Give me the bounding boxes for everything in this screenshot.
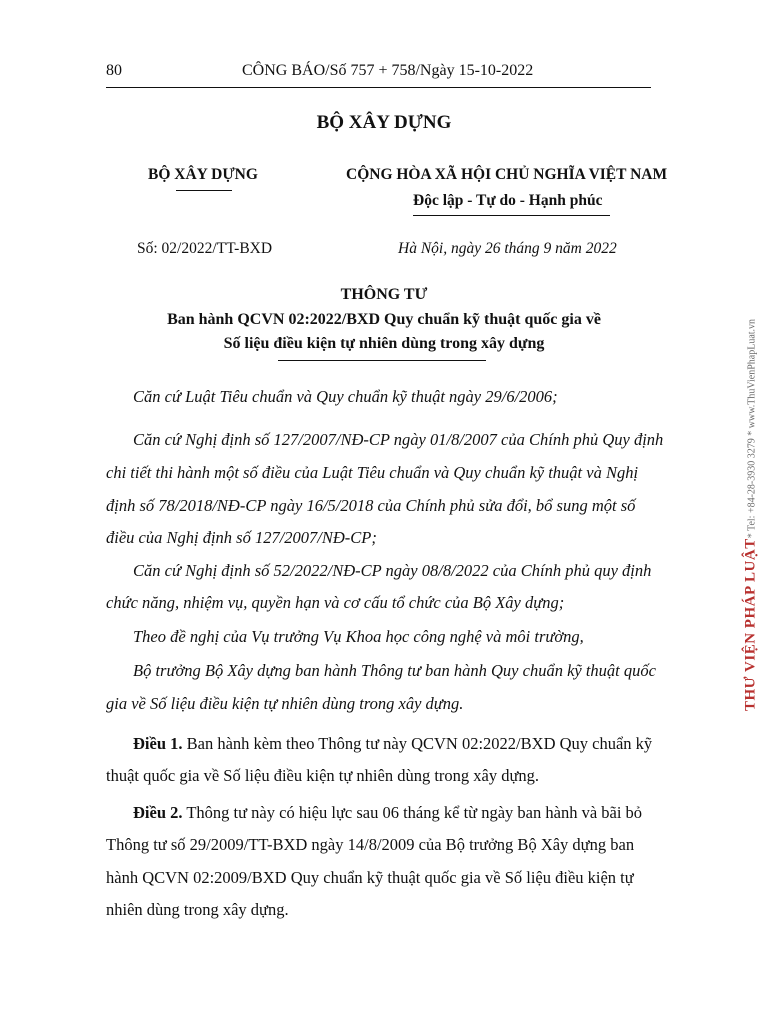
document-type: THÔNG TƯ xyxy=(340,286,428,303)
preamble-line: định số 78/2018/NĐ-CP ngày 16/5/2018 của Chính phủ sửa đổi, bổ sung một số xyxy=(106,496,636,515)
preamble-line: Căn cứ Nghị định số 52/2022/NĐ-CP ngày 08/8/2022 của Chính phủ quy định xyxy=(133,561,652,580)
motto-underline xyxy=(413,215,610,216)
issuer-underline xyxy=(176,190,232,191)
watermark-text xyxy=(743,319,760,711)
national-motto: Độc lập - Tự do - Hạnh phúc xyxy=(413,192,603,209)
article-line: Thông tư số 29/2009/TT-BXD ngày 14/8/2009 của Bộ trưởng Bộ Xây dựng ban xyxy=(106,835,635,854)
national-title: CỘNG HÒA XÃ HỘI CHỦ NGHĨA VIỆT NAM xyxy=(346,166,668,183)
preamble-line: Bộ trưởng Bộ Xây dựng ban hành Thông tư ban hành Quy chuẩn kỹ thuật quốc xyxy=(133,661,656,680)
article-label: Điều 2. xyxy=(133,803,183,822)
page-header xyxy=(106,62,651,84)
subject-line: Ban hành QCVN 02:2022/BXD Quy chuẩn kỹ thuật quốc gia về xyxy=(167,311,601,328)
preamble-line: chức năng, nhiệm vụ, quyền hạn và cơ cấu tổ chức của Bộ Xây dựng; xyxy=(106,593,565,612)
article-line: nhiên dùng trong xây dựng. xyxy=(106,900,289,919)
preamble-line: chi tiết thi hành một số điều của Luật Tiêu chuẩn và Quy chuẩn kỹ thuật và Nghị xyxy=(106,463,639,482)
article-label: Điều 1. xyxy=(133,734,183,753)
preamble-line: gia về Số liệu điều kiện tự nhiên dùng trong xây dựng. xyxy=(106,694,464,713)
document-number: Số: 02/2022/TT-BXD xyxy=(137,240,273,257)
preamble-line: điều của Nghị định số 127/2007/NĐ-CP; xyxy=(106,528,377,547)
preamble-line: Căn cứ Nghị định số 127/2007/NĐ-CP ngày 01/8/2007 của Chính phủ Quy định xyxy=(133,430,664,449)
preamble-line: Căn cứ Luật Tiêu chuẩn và Quy chuẩn kỹ thuật ngày 29/6/2006; xyxy=(133,387,558,406)
gazette-reference: CÔNG BÁO/Số 757 + 758/Ngày 15-10-2022 xyxy=(242,62,534,79)
header-divider xyxy=(106,87,651,88)
article-2 xyxy=(133,803,642,823)
subject-underline xyxy=(278,360,486,361)
place-and-date: Hà Nội, ngày 26 tháng 9 năm 2022 xyxy=(398,240,617,257)
watermark-brand: THƯ VIỆN PHÁP LUẬT xyxy=(742,538,759,712)
article-line: hành QCVN 02:2009/BXD Quy chuẩn kỹ thuật quốc gia về Số liệu điều kiện tự xyxy=(106,868,634,887)
watermark-banner xyxy=(736,270,766,760)
article-text: Thông tư này có hiệu lực sau 06 tháng kể từ ngày ban hành và bãi bỏ xyxy=(186,803,643,822)
article-text: Ban hành kèm theo Thông tư này QCVN 02:2022/BXD Quy chuẩn kỹ xyxy=(186,734,653,753)
subject-line: Số liệu điều kiện tự nhiên dùng trong xây dựng xyxy=(223,335,545,352)
article-line: thuật quốc gia về Số liệu điều kiện tự nhiên dùng trong xây dựng. xyxy=(106,766,540,785)
preamble-line: Theo đề nghị của Vụ trưởng Vụ Khoa học công nghệ và môi trường, xyxy=(133,627,584,646)
issuing-agency: BỘ XÂY DỰNG xyxy=(148,166,258,183)
ministry-title: BỘ XÂY DỰNG xyxy=(316,112,452,133)
page-number: 80 xyxy=(106,62,122,79)
watermark-contact: * Tel: +84-28-3930 3279 * www.ThuVienPhapLuat.vn xyxy=(746,318,758,539)
article-1 xyxy=(133,734,652,754)
